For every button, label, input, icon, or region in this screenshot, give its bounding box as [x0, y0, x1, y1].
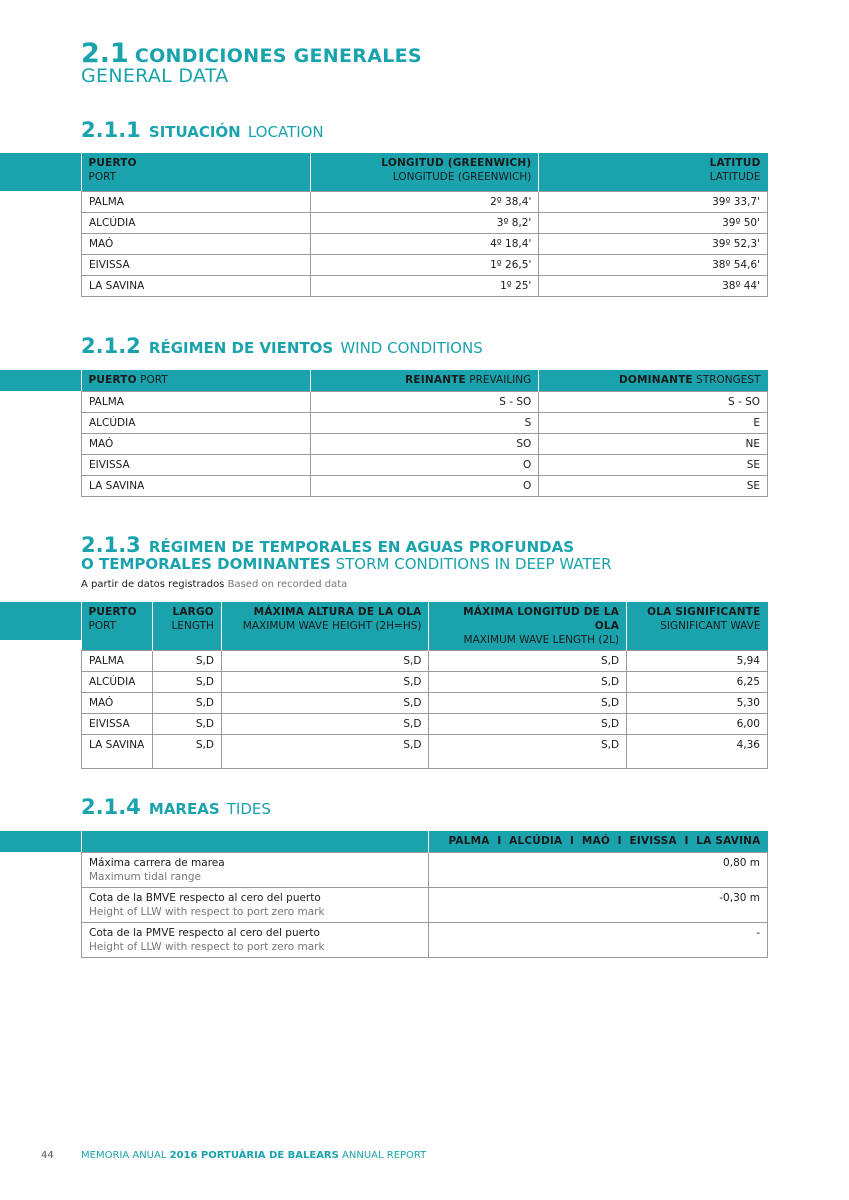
col-header-length: LARGO LENGTH — [152, 602, 221, 651]
table-row: MAÓ SO NE — [82, 433, 768, 454]
section-number: 2.1.3 — [81, 533, 141, 557]
winds-table — [81, 370, 768, 497]
storms-note: A partir de datos registrados Based on recorded data — [81, 579, 348, 590]
page-title — [81, 38, 422, 87]
col-header-port: PUERTO PORT — [82, 370, 311, 391]
col-header-strongest: DOMINANTE STRONGEST — [539, 370, 768, 391]
footer-text: MEMORIA ANUAL 2016 PORTUÀRIA DE BALEARS ANNUAL REPORT — [81, 1150, 427, 1161]
table-row: ALCÚDIA S,D S,D S,D 6,25 — [82, 672, 768, 693]
col-header-latitude: LATITUD LATITUDE — [539, 153, 768, 191]
section-title-en: WIND CONDITIONS — [340, 339, 483, 357]
table-row: MAÓ 4º 18,4' 39º 52,3' — [82, 233, 768, 254]
section-number: 2.1.4 — [81, 795, 141, 819]
section-tides-heading — [81, 795, 271, 819]
table-row: Cota de la PMVE respecto al cero del puerto Height of LLW with respect to port zero mark - — [82, 922, 768, 957]
header-band — [0, 370, 81, 391]
page-title-en: GENERAL DATA — [81, 65, 229, 87]
table-row: PALMA S,D S,D S,D 5,94 — [82, 651, 768, 672]
section-title-es: RÉGIMEN DE TEMPORALES EN AGUAS PROFUNDAS — [148, 538, 575, 556]
table-row: PALMA 2º 38,4' 39º 33,7' — [82, 191, 768, 212]
tides-table — [81, 831, 768, 958]
table-row: EIVISSA O SE — [82, 454, 768, 475]
section-title-es: RÉGIMEN DE VIENTOS — [148, 339, 334, 357]
header-band — [0, 831, 81, 852]
col-header-prevailing: REINANTE PREVAILING — [310, 370, 539, 391]
col-header-empty — [82, 831, 429, 852]
table-row: EIVISSA 1º 26,5' 38º 54,6' — [82, 254, 768, 275]
page-title-es: CONDICIONES GENERALES — [134, 45, 422, 67]
table-row: LA SAVINA S,D S,D S,D 4,36 — [82, 735, 768, 769]
table-row: LA SAVINA O SE — [82, 475, 768, 496]
table-row: MAÓ S,D S,D S,D 5,30 — [82, 693, 768, 714]
section-storms-heading — [81, 533, 612, 573]
page-title-number: 2.1 — [81, 38, 129, 69]
col-header-max-length: MÁXIMA LONGITUD DE LA OLA MAXIMUM WAVE LENGTH (2L) — [429, 602, 627, 651]
header-band — [0, 153, 81, 191]
location-table — [81, 153, 768, 297]
table-row: Cota de la BMVE respecto al cero del puerto Height of LLW with respect to port zero mark -0,30 m — [82, 887, 768, 922]
col-header-ports: PALMA I ALCÚDIA I MAÓ I EIVISSA I LA SAVINA — [429, 831, 768, 852]
page-number: 44 — [41, 1150, 54, 1161]
table-row: ALCÚDIA 3º 8,2' 39º 50' — [82, 212, 768, 233]
table-row: EIVISSA S,D S,D S,D 6,00 — [82, 714, 768, 735]
section-title-en: TIDES — [226, 800, 271, 818]
section-location-heading — [81, 118, 324, 142]
col-header-port: PUERTO PORT — [82, 153, 311, 191]
col-header-significant: OLA SIGNIFICANTE SIGNIFICANT WAVE — [627, 602, 768, 651]
col-header-port: PUERTO PORT — [82, 602, 153, 651]
section-title-es-line2: O TEMPORALES DOMINANTES — [81, 555, 331, 573]
section-title-en: LOCATION — [247, 123, 324, 141]
section-winds-heading — [81, 334, 483, 358]
table-row: PALMA S - SO S - SO — [82, 391, 768, 412]
section-title-es: MAREAS — [148, 800, 220, 818]
col-header-max-height: MÁXIMA ALTURA DE LA OLA MAXIMUM WAVE HEIGHT (2H=HS) — [221, 602, 429, 651]
table-row: ALCÚDIA S E — [82, 412, 768, 433]
table-row: LA SAVINA 1º 25' 38º 44' — [82, 275, 768, 296]
header-band — [0, 602, 81, 640]
section-number: 2.1.1 — [81, 118, 141, 142]
section-title-en: STORM CONDITIONS IN DEEP WATER — [335, 555, 612, 573]
section-title-es: SITUACIÓN — [148, 123, 241, 141]
table-row: Máxima carrera de marea Maximum tidal range 0,80 m — [82, 852, 768, 887]
section-number: 2.1.2 — [81, 334, 141, 358]
col-header-longitude: LONGITUD (GREENWICH) LONGITUDE (GREENWICH) — [310, 153, 539, 191]
storms-table — [81, 602, 768, 769]
